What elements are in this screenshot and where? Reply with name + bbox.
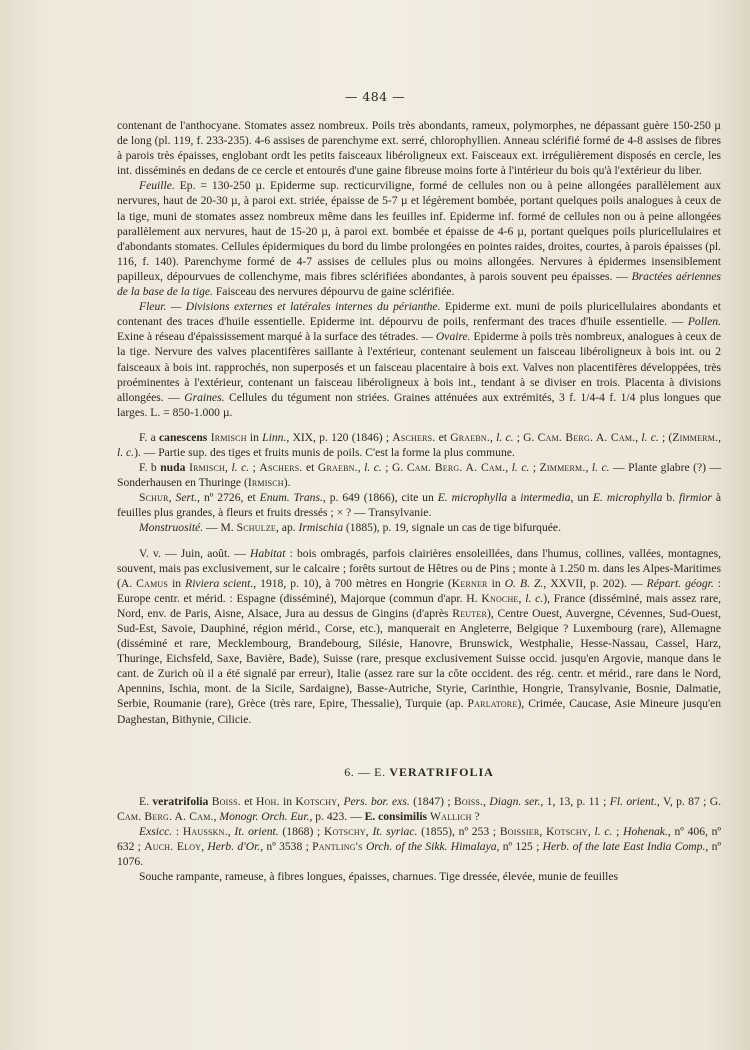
paragraph-form-canescens: F. a canescens Irmisch in Linn., XIX, p. 120 (1846) ; Aschers. et Graebn., l. c. ; G. Cam. Berg. A. Cam., l. c. ; (Zimmerm., l. c.). — Partie sup. des tiges et fruits munis de poils. C'est la forme la plus commune.: [117, 430, 722, 459]
taxon-nuda: nuda: [160, 461, 186, 475]
paragraph-monstruosite: Monstruosité. — M. Schulze, ap. Irmischia (1885), p. 19, signale un cas de tige bifurquée.: [139, 521, 561, 535]
section-title: VERATRIFOLIA: [389, 764, 494, 779]
page-body: [117, 118, 721, 884]
paragraph-habitat: V. v. — Juin, août. — Habitat : bois ombragés, parfois clairières ensoleillées, dans l'humus, collines, vallées, montagnes, souvent, mais pas exclusivement, sur le calcaire ; forêts surtout de Hêtres ou de Pins ; monte à 1.250 m. dans les Alpes-Maritimes (A. Camus in Riviera scient., 1918, p. 10), à 700 mètres en Hongrie (Kerner in O. B. Z., XXVII, p. 202). — Répart. géogr. : Europe centr. et mérid. : Espagne (disséminé), Majorque (commun d'apr. H. Knoche, l. c.), France (disséminé, mais assez rare, Nord, env. de Paris, Aisne, Alsace, Jura au dessus de Gingins (d'après Reuter), Centre Ouest, Auvergne, Cévennes, Sud-Ouest, Sud-Est, Savoie, Dauphiné, région mérid., Corse, etc.), manquerait en Angleterre, Belgique ? Luxembourg (rare), Allemagne (disséminé et rare, Mecklembourg, Brandebourg, Silésie, Hanovre, Brunswick, Westphalie, Hesse-Nassau, Cassel, Harz, Thuringe, Eichsfeld, Saxe, Bavière, Bade), Suisse (rare, presque exclusivement Suisse occid. jusqu'en Argovie, manque dans le cant. de Zurich où il a été signalé par erreur), Italie (assez rare sur la côte occident. des rég. centr. et mérid., rare dans le Nord, Apennins, Ischia, mont. de la Sicile, Sardaigne), Basse-Autriche, Styrie, Carinthie, Hongrie, Transylvanie, Bosnie, Dalmatie, Serbie, Roumanie (rare), Grèce (très rare, Epire, Thessalie), Turquie (ap. Parlatore), Crimée, Caucase, Asie Mineure jusqu'en Daghestan, Bithynie, Cilicie.: [117, 546, 722, 726]
page-number: — 484 —: [344, 89, 406, 104]
paragraph-stem-anatomy: contenant de l'anthocyane. Stomates assez nombreux. Poils très abondants, rameux, polymorphes, ne dépassant guère 150-250 µ de long (pl. 119, f. 233-235). 4-6 assises de parenchyme ext. serré, chlorophyllien. Anneau sclérifié formé de 4-8 assises de fibres à parois très épaisses, englobant ordt les petits faisceaux libéroligneux ext. Faisceaux ext. irrégulièrement disposés en cercle, les int. disséminés en dedans de ce cercle et entourés d'une gaine fibreuse moins forte à l'intérieur du bois qu'à l'extérieur du liber.: [117, 119, 721, 178]
flower-label: Fleur. — Divisions externes et latérales internes du périanthe.: [139, 300, 441, 314]
taxon-veratrifolia: veratrifolia: [152, 794, 209, 808]
taxon-canescens: canescens: [159, 430, 208, 444]
paragraph-exsiccatae: Exsicc. : Hausskn., It. orient. (1868) ; Kotschy, It. syriac. (1855), nº 253 ; Boissier, Kotschy, l. c. ; Hohenak., nº 406, nº 632 ; Auch. Eloy, Herb. d'Or., nº 3538 ; Pantling's Orch. of the Sikk. Himalaya, nº 125 ; Herb. of the late East India Comp., nº 1076.: [117, 824, 722, 869]
paragraph-form-nuda: F. b nuda Irmisch, l. c. ; Aschers. et Graebn., l. c. ; G. Cam. Berg. A. Cam., l. c. ; Zimmerm., l. c. — Plante glabre (?) — Sonderhausen en Thuringe (Irmisch).: [117, 461, 722, 490]
paragraph-veratrifolia-synonymy: E. veratrifolia Boiss. et Hoh. in Kotschy, Pers. bor. exs. (1847) ; Boiss., Diagn. ser., 1, 13, p. 11 ; Fl. orient., V, p. 87 ; G. Cam. Berg. A. Cam., Monogr. Orch. Eur., p. 423. — E. consimilis Wallich ?: [117, 794, 721, 823]
section-heading: 6. — E. VERATRIFOLIA: [344, 764, 494, 779]
paragraph-souche: Souche rampante, rameuse, à fibres longues, épaisses, charnues. Tige dressée, élevée, munie de feuilles: [139, 870, 619, 884]
paragraph-flower: Fleur. — Divisions externes et latérales internes du périanthe. Epiderme ext. muni de poils pluricellulaires abondants et contenant des traces d'huile essentielle. Epiderme int. dépourvu de poils, renfermant des traces d'huile essentielle. — Pollen. Exine à réseau d'épaississement marqué à la surface des tétrades. — Ovaire. Epiderme à poils très nombreux, analogues à ceux de la tige. Nervure des valves placentifères saillante à l'extérieur, contenant seulement un faisceau libéroligneux à bois int. ou 2 faisceaux à bois int. rapprochés, non superposés et un faisceau placentaire à bois ext. Valves non placentifères développées, très proéminentes à l'extérieur, contenant un faisceau libéroligneux à bois int., tendant à se diviser en trois. Placenta à divisions allongées. — Graines. Cellules du tégument non striées. Graines atténuées aux extrémités, 3 f. 1/4-4 f. 1/4 plus longues que larges. L. = 850-1.000 µ.: [117, 300, 721, 419]
paragraph-schur: Schur, Sert., nº 2726, et Enum. Trans., p. 649 (1866), cite un E. microphylla a intermedia, un E. microphylla b. firmior à feuilles plus grandes, à fleurs et fruits dressés ; × ? — Transylvanie.: [117, 491, 721, 520]
bracts-label: Bractées aériennes de la base de la tige.: [117, 269, 721, 299]
paragraph-leaf: Feuille. Ep. = 130-250 µ. Epiderme sup. recticurviligne, formé de cellules non ou à peine allongées parallèlement aux nervures, haut de 20-30 µ, à paroi ext. striée, épaisse de 5-7 µ et légèrement bombée, portant quelques poils analogues à ceux de la tige, muni de stomates assez nombreux même dans les feuilles inf. Epiderme inf. formé de cellules non ou à peine allongées parallèlement aux nervures, haut de 15-20 µ, à paroi ext. bombée et épaisse de 4-6 µ, portant quelques poils pluricellulaires et d'abondants stomates. Cellules épidermiques du bord du limbe prolongées en pointes raides, droites, courtes, à parois épaisses (pl. 116, f. 140). Parenchyme formé de 4-7 assises de cellules plus ou moins allongées. Nervures à épidermes insensiblement papilleux, dépourvues de collenchyme, mais fibres sclérifiées abondantes, à parois souvent peu épaisses. — Bractées aériennes de la base de la tige. Faisceau des nervures dépourvu de gaine sclérifiée.: [117, 179, 721, 299]
taxon-consimilis: E. consimilis: [364, 809, 428, 823]
leaf-label: Feuille.: [139, 179, 175, 193]
